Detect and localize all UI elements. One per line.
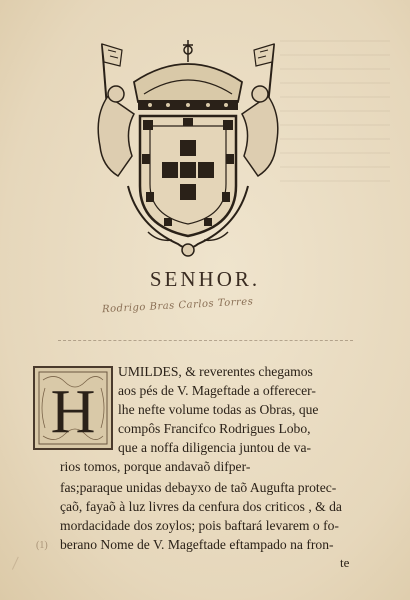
text-line: çaõ, fayaõ à luz livres da cenfura dos criticos , & da xyxy=(60,499,342,514)
divider xyxy=(58,340,353,341)
royal-coat-of-arms xyxy=(88,36,288,266)
ink-mark xyxy=(12,557,35,578)
page-title: SENHOR. xyxy=(149,267,261,291)
initial-letter: H xyxy=(50,378,96,446)
catchword: te xyxy=(340,555,350,570)
handwritten-signature: Rodrigo Bras Carlos Torres xyxy=(101,296,254,316)
page-mark: (1) xyxy=(36,540,48,551)
text-line: UMILDES, & reverentes chegamos xyxy=(118,364,313,379)
text-line: lhe nefte volume todas as Obras, que xyxy=(118,402,319,417)
text-line: rios tomos, porque andavaõ difper- xyxy=(60,459,251,474)
bleed-through-text xyxy=(280,40,390,190)
decorated-initial xyxy=(33,366,113,450)
text-line: berano Nome de V. Mageftade eftampado na fron- xyxy=(60,537,334,552)
text-line: fas;paraque unidas debayxo de taõ Augufta protec- xyxy=(60,480,337,495)
text-line: que a noffa diligencia juntou de va- xyxy=(118,440,312,455)
text-line: mordacidade dos zoylos; pois baftará levarem o fo- xyxy=(60,518,339,533)
text-line: compôs Francifco Rodrigues Lobo, xyxy=(118,421,311,436)
ornament-icon xyxy=(35,368,111,448)
text-line: aos pés de V. Mageftade a offerecer- xyxy=(118,383,316,398)
